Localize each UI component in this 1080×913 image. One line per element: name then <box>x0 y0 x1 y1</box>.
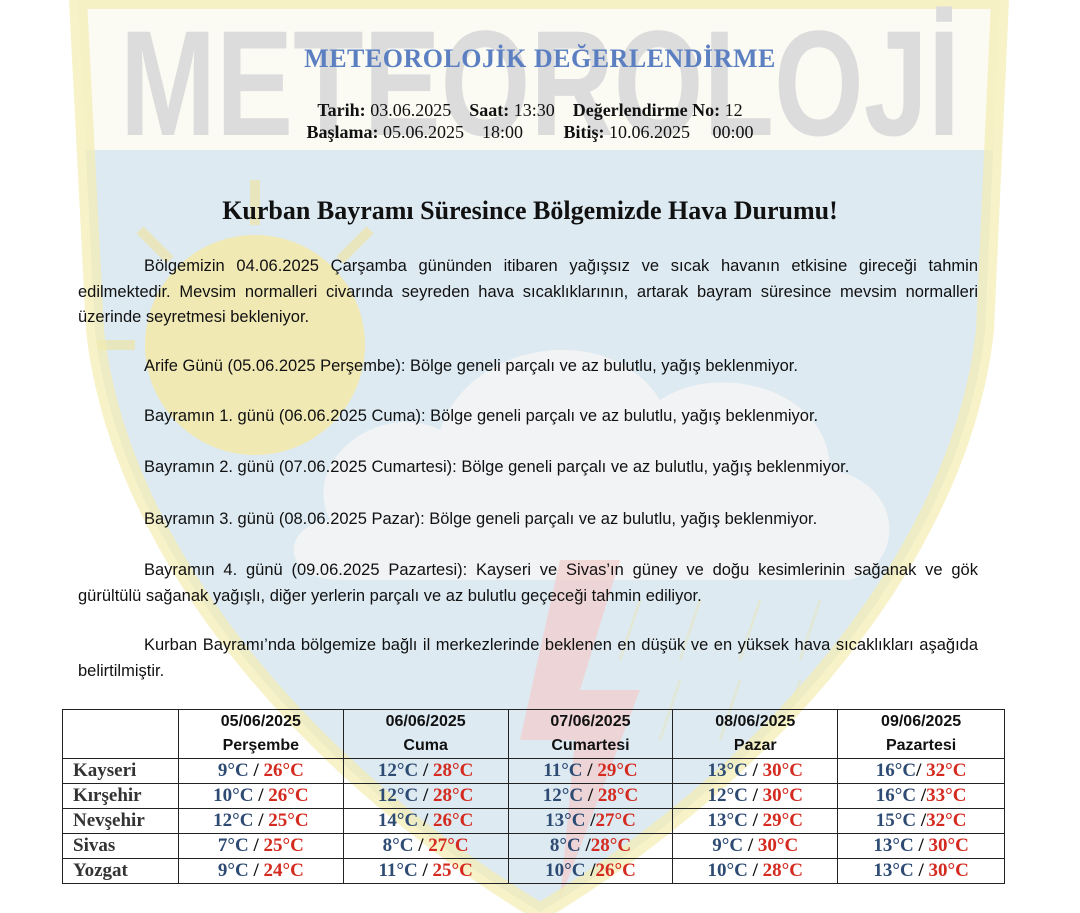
min-temp: 12°C <box>377 760 419 781</box>
min-temp: 14°C <box>377 810 419 831</box>
temp-separator: / <box>916 810 927 831</box>
column-day: Cuma <box>403 737 448 754</box>
max-temp: 28°C <box>597 785 639 806</box>
min-temp: 13°C <box>873 835 914 856</box>
column-date: 05/06/2025 <box>220 713 301 730</box>
temperature-cell <box>178 834 343 859</box>
temperature-cell <box>343 834 508 859</box>
start-value: 05.06.2025 18:00 <box>382 122 523 142</box>
temp-separator: / <box>916 785 927 806</box>
date-label: Tarih: <box>317 100 366 120</box>
temperature-cell <box>838 759 1005 784</box>
max-temp: 30°C <box>762 760 803 781</box>
time-label: Saat: <box>469 100 510 120</box>
temperature-cell <box>838 859 1005 884</box>
date-value: 03.06.2025 <box>370 100 452 120</box>
temp-separator: / <box>580 835 591 856</box>
temperature-cell <box>508 784 673 809</box>
column-date: 08/06/2025 <box>715 713 796 730</box>
column-date: 07/06/2025 <box>550 713 631 730</box>
min-temp: 10°C <box>545 860 586 881</box>
temp-separator: / <box>747 760 763 781</box>
start-label: Başlama: <box>306 122 379 142</box>
temperature-cell <box>673 834 838 859</box>
table-row <box>63 759 1005 784</box>
max-temp: 25°C <box>263 835 304 856</box>
temp-separator: / <box>747 810 763 831</box>
temperature-cell <box>673 809 838 834</box>
max-temp: 30°C <box>928 835 969 856</box>
min-temp: 12°C <box>542 785 584 806</box>
temp-separator: / <box>913 860 929 881</box>
watermark-text: METEOROLOJİ <box>120 0 960 167</box>
min-temp: 9°C <box>712 835 744 856</box>
max-temp: 25°C <box>432 860 473 881</box>
paragraph-arife: Arife Günü (05.06.2025 Perşembe): Bölge geneli parçalı ve az bulutlu, yağış beklenmiyor. <box>144 357 798 375</box>
min-temp: 13°C <box>707 760 748 781</box>
temperature-cell <box>178 759 343 784</box>
temp-separator: / <box>916 760 927 781</box>
validity-line <box>0 122 1060 143</box>
column-header <box>343 710 508 759</box>
temp-separator: / <box>747 785 763 806</box>
min-temp: 13°C <box>545 810 586 831</box>
max-temp: 25°C <box>268 810 309 831</box>
max-temp: 27°C <box>428 835 469 856</box>
column-header <box>178 710 343 759</box>
temperature-cell <box>838 834 1005 859</box>
temperature-cell <box>838 784 1005 809</box>
end-value: 10.06.2025 00:00 <box>609 122 754 142</box>
paragraph-table-intro: Kurban Bayramı’nda bölgemize bağlı il merkezlerinde beklenen en düşük ve en yüksek hava sıcaklıkları aşağıda belirtilmiştir. <box>78 636 978 680</box>
temperature-cell <box>508 759 673 784</box>
min-temp: 7°C <box>217 835 249 856</box>
temperature-rows <box>63 759 1005 884</box>
column-day: Pazar <box>733 737 777 754</box>
max-temp: 29°C <box>762 810 803 831</box>
city-name: Kayseri <box>63 759 179 784</box>
temperature-cell <box>343 809 508 834</box>
max-temp: 24°C <box>263 860 304 881</box>
city-name: Yozgat <box>63 859 179 884</box>
temperature-cell <box>178 784 343 809</box>
temperature-cell <box>508 809 673 834</box>
temperature-cell <box>508 859 673 884</box>
temp-separator: / <box>743 835 758 856</box>
min-temp: 10°C <box>213 785 254 806</box>
city-name: Sivas <box>63 834 179 859</box>
temp-separator: / <box>413 835 429 856</box>
max-temp: 32°C <box>926 810 967 831</box>
temp-separator: / <box>418 810 434 831</box>
max-temp: 29°C <box>597 760 638 781</box>
evaluation-no-value: 12 <box>724 100 743 120</box>
table-header-row <box>63 710 1005 759</box>
max-temp: 26°C <box>595 860 636 881</box>
issue-info-line <box>0 100 1060 121</box>
max-temp: 26°C <box>433 810 474 831</box>
min-temp: 12°C <box>707 785 748 806</box>
temperature-cell <box>343 759 508 784</box>
temperature-cell <box>178 809 343 834</box>
table-row <box>63 859 1005 884</box>
min-temp: 16°C <box>875 785 917 806</box>
min-temp: 10°C <box>707 860 748 881</box>
paragraph-day-1: Bayramın 1. günü (06.06.2025 Cuma): Bölge geneli parçalı ve az bulutlu, yağış beklenmiyor. <box>144 407 819 425</box>
headline: Kurban Bayramı Süresince Bölgemizde Hava Durumu! <box>222 196 838 225</box>
min-temp: 8°C <box>549 835 581 856</box>
paragraph-day-4: Bayramın 4. günü (09.06.2025 Pazartesi): Kayseri ve Sivas’ın güney ve doğu kesimlerinin sağanak ve gök gürültülü sağanak yağışlı, diğer yerlerin parçalı ve az bulutlu geçeceği tahmin ediliyor. <box>78 561 978 605</box>
temp-separator: / <box>253 785 269 806</box>
max-temp: 28°C <box>433 785 474 806</box>
min-temp: 15°C <box>875 810 917 831</box>
temp-separator: / <box>583 785 598 806</box>
paragraph-day-2: Bayramın 2. günü (07.06.2025 Cumartesi): Bölge geneli parçalı ve az bulutlu, yağış beklenmiyor. <box>144 458 850 476</box>
temp-separator: / <box>248 860 264 881</box>
max-temp: 30°C <box>928 860 969 881</box>
temperature-table <box>62 709 1005 884</box>
max-temp: 27°C <box>595 810 636 831</box>
temp-separator: / <box>418 785 434 806</box>
evaluation-no-label: Değerlendirme No: <box>572 100 721 120</box>
paragraph-day-3: Bayramın 3. günü (08.06.2025 Pazar): Bölge geneli parçalı ve az bulutlu, yağış beklenmiyor. <box>144 510 818 528</box>
column-header <box>508 710 673 759</box>
min-temp: 8°C <box>382 835 414 856</box>
max-temp: 33°C <box>926 785 967 806</box>
min-temp: 13°C <box>707 810 748 831</box>
max-temp: 32°C <box>926 760 967 781</box>
temp-separator: / <box>248 760 264 781</box>
table-row <box>63 834 1005 859</box>
temperature-cell <box>673 784 838 809</box>
time-value: 13:30 <box>513 100 555 120</box>
column-header <box>673 710 838 759</box>
city-name: Nevşehir <box>63 809 179 834</box>
column-day: Cumartesi <box>551 737 630 754</box>
temp-separator: / <box>585 860 596 881</box>
max-temp: 28°C <box>590 835 632 856</box>
temperature-cell <box>343 859 508 884</box>
temperature-cell <box>673 759 838 784</box>
temp-separator: / <box>248 835 264 856</box>
min-temp: 12°C <box>213 810 254 831</box>
table-corner-cell <box>63 710 179 759</box>
temperature-cell <box>838 809 1005 834</box>
column-header <box>838 710 1005 759</box>
min-temp: 11°C <box>543 760 583 781</box>
max-temp: 30°C <box>762 785 803 806</box>
temp-separator: / <box>585 810 596 831</box>
min-temp: 13°C <box>873 860 914 881</box>
city-name: Kırşehir <box>63 784 179 809</box>
min-temp: 12°C <box>377 785 419 806</box>
temperature-cell <box>508 834 673 859</box>
max-temp: 28°C <box>762 860 803 881</box>
max-temp: 26°C <box>268 785 309 806</box>
temp-separator: / <box>417 860 433 881</box>
temp-separator: / <box>582 760 598 781</box>
temp-separator: / <box>253 810 269 831</box>
max-temp: 28°C <box>433 760 474 781</box>
temperature-cell <box>343 784 508 809</box>
paragraph-intro: Bölgemizin 04.06.2025 Çarşamba gününden itibaren yağışsız ve sıcak havanın etkisine gireceği tahmin edilmektedir. Mevsim normalleri civarında seyreden hava sıcaklıklarının, artarak bayram süresince mevsim normalleri üzerinde seyretmesi bekleniyor. <box>78 257 978 326</box>
document-title: METEOROLOJİK DEĞERLENDİRME <box>304 44 776 73</box>
column-day: Perşembe <box>222 737 300 754</box>
column-day: Pazartesi <box>885 737 957 754</box>
min-temp: 9°C <box>217 860 249 881</box>
min-temp: 11°C <box>378 860 418 881</box>
min-temp: 9°C <box>217 760 249 781</box>
column-date: 06/06/2025 <box>385 713 466 730</box>
table-row <box>63 784 1005 809</box>
max-temp: 26°C <box>263 760 304 781</box>
temp-separator: / <box>418 760 434 781</box>
table-row <box>63 809 1005 834</box>
min-temp: 16°C <box>875 760 917 781</box>
max-temp: 30°C <box>757 835 799 856</box>
temp-separator: / <box>913 835 929 856</box>
temperature-cell <box>673 859 838 884</box>
end-label: Bitiş: <box>563 122 605 142</box>
temp-separator: / <box>747 860 763 881</box>
temperature-cell <box>178 859 343 884</box>
column-date: 09/06/2025 <box>881 713 962 730</box>
